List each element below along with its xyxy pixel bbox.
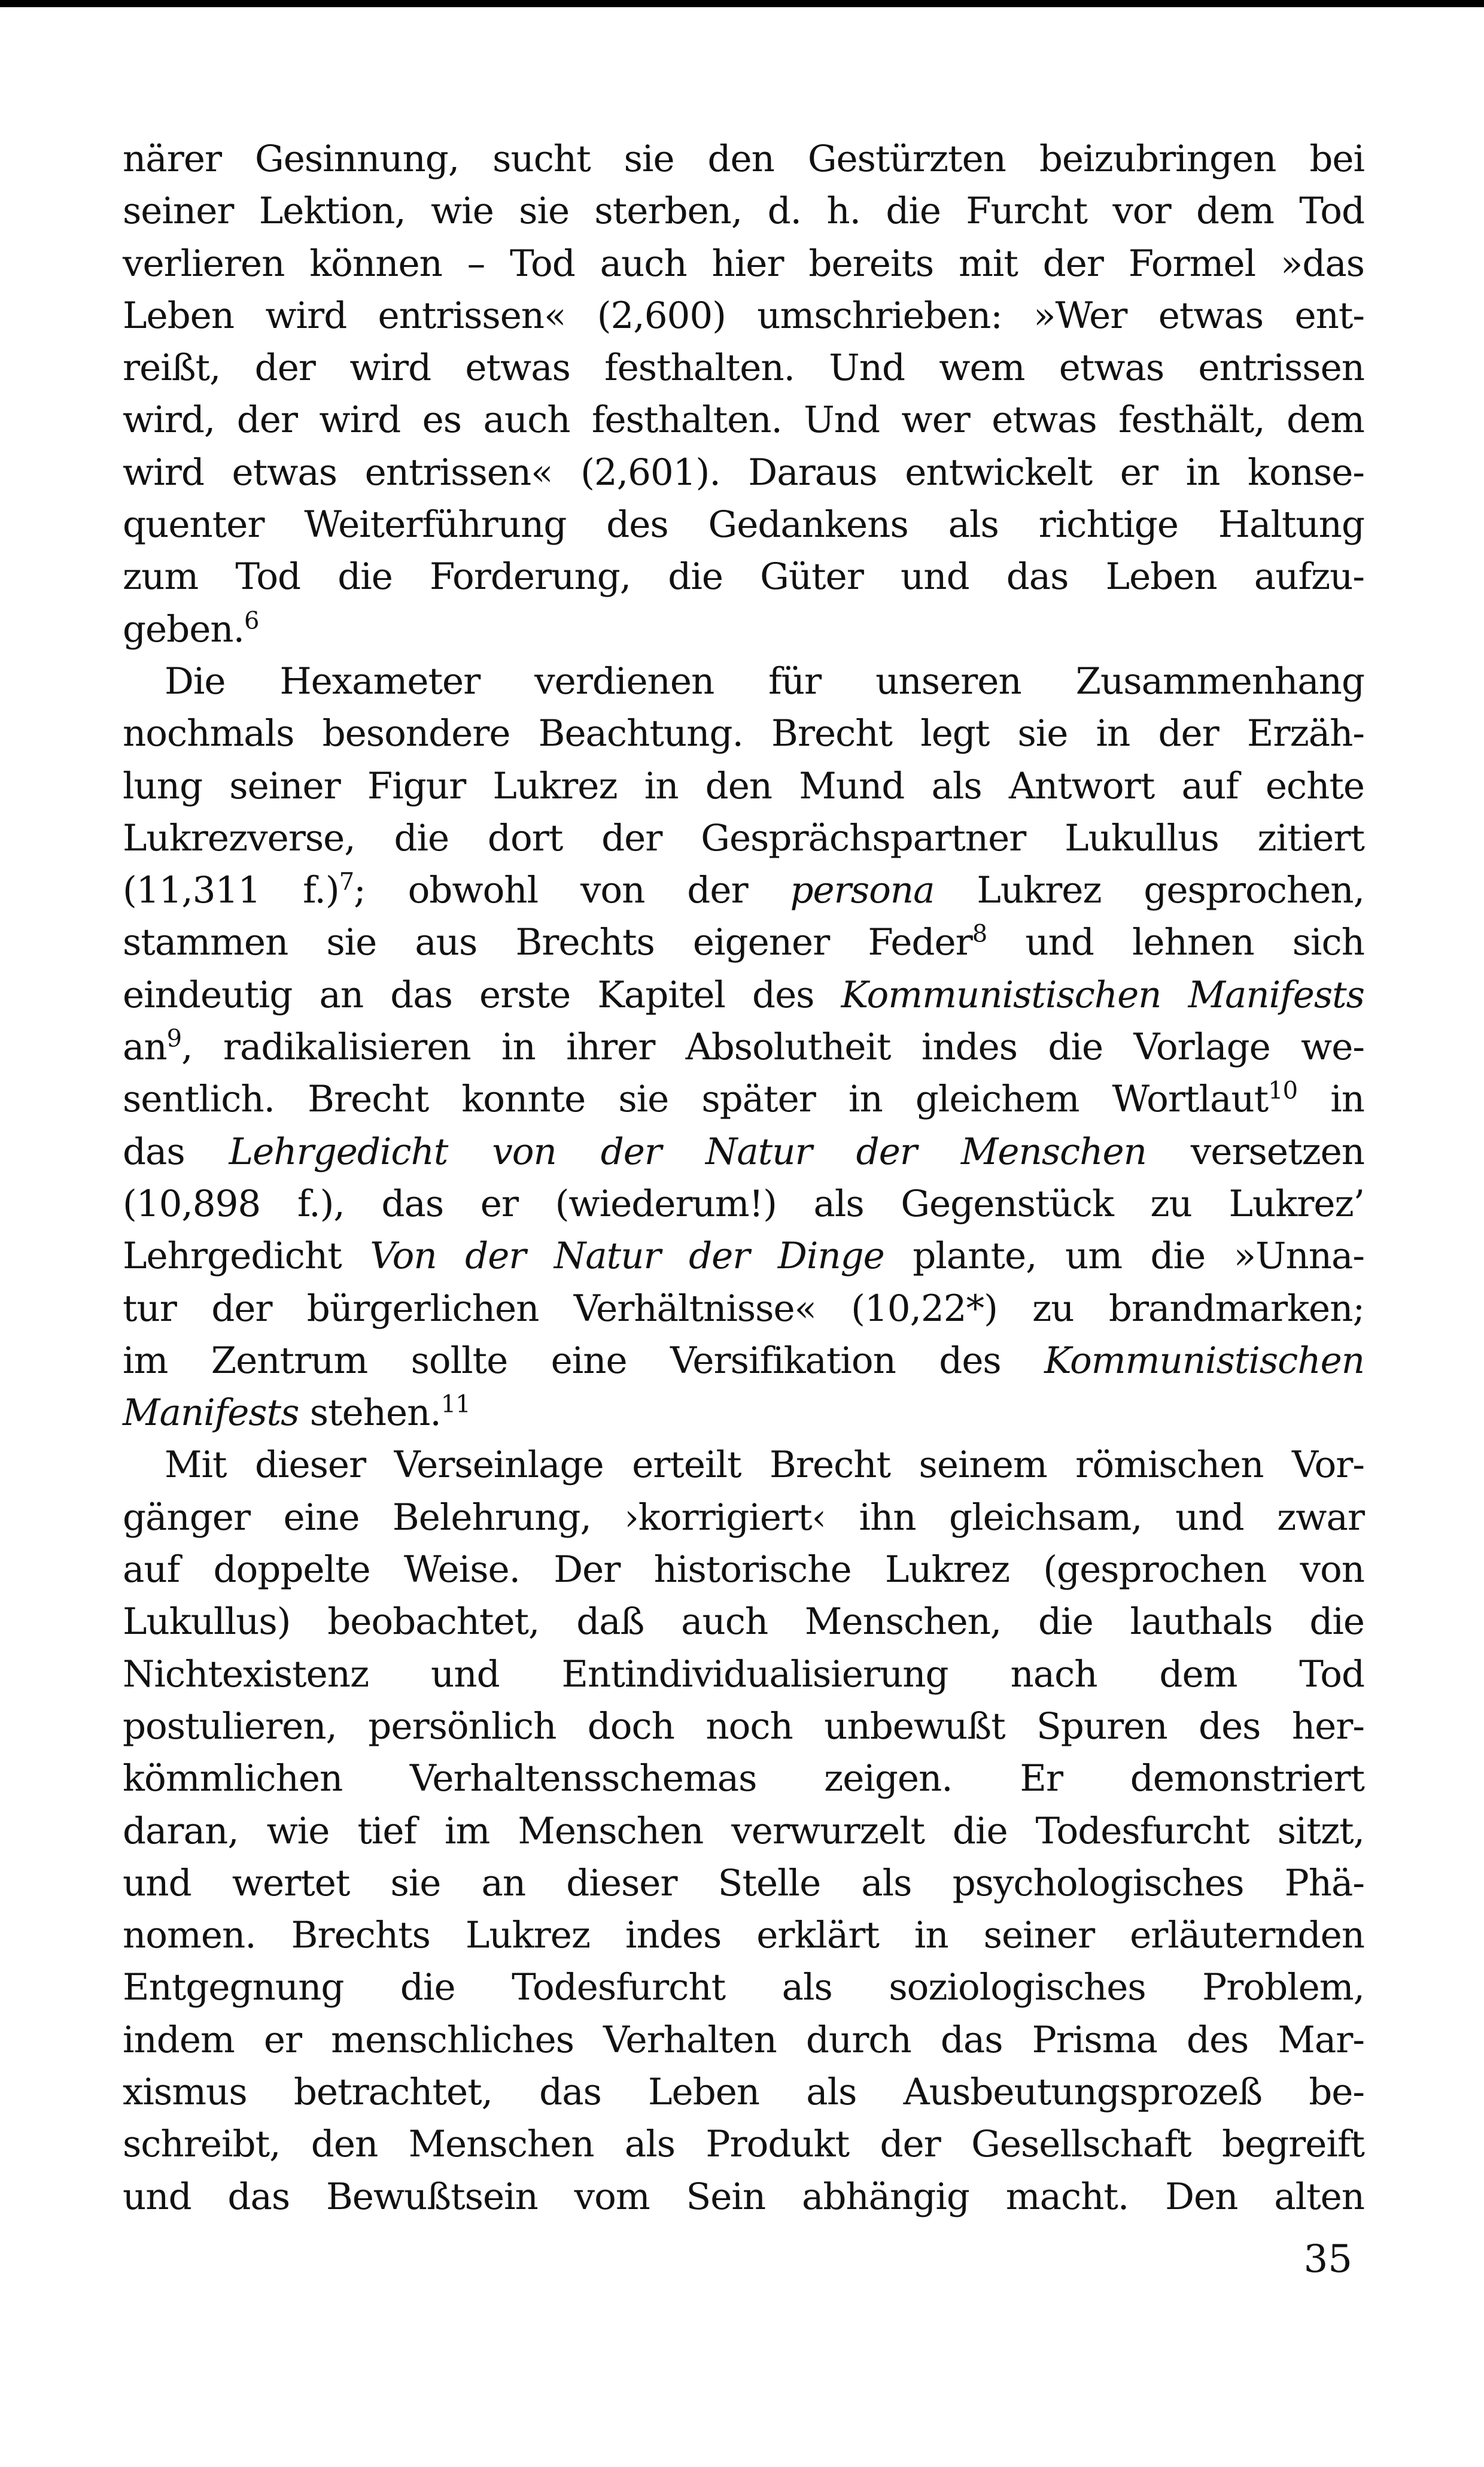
text-line: und das Bewußtsein vom Sein abhängig macht. Den alten xyxy=(123,2175,1364,2218)
text-fragment: im Zentrum sollte eine Versifikation des xyxy=(123,1339,1045,1382)
text-fragment: geben. xyxy=(123,607,244,651)
text-line: Lukrezverse, die dort der Gesprächspartner Lukullus zitiert xyxy=(123,816,1364,859)
italic-title-manifest: Kommunistischen Manifests xyxy=(841,973,1364,1016)
text-fragment: an xyxy=(123,1026,167,1069)
text-line: Entgegnung die Todesfurcht als soziologisches Problem, xyxy=(123,1966,1364,2009)
text-line: kömmlichen Verhaltensschemas zeigen. Er demonstriert xyxy=(123,1757,1364,1800)
footnote-ref-9: 9 xyxy=(166,1025,182,1053)
text-fragment: stammen sie aus Brechts eigener Feder xyxy=(123,921,972,964)
page-number: 35 xyxy=(1303,2237,1352,2281)
text-fragment: das xyxy=(123,1130,229,1173)
text-line xyxy=(123,1230,1364,1282)
text-line: indem er menschliches Verhalten durch das Prisma des Mar- xyxy=(123,2018,1364,2061)
text-line: wird, der wird es auch festhalten. Und wer etwas festhält, dem xyxy=(123,399,1364,442)
text-fragment: in xyxy=(1297,1078,1364,1121)
text-line: Nichtexistenz und Entindividualisierung nach dem Tod xyxy=(123,1652,1364,1696)
text-line: auf doppelte Weise. Der historische Lukrez (gesprochen von xyxy=(123,1548,1364,1591)
text-fragment: Lukrez gesprochen, xyxy=(934,869,1364,912)
text-line xyxy=(123,1073,1364,1125)
text-line xyxy=(123,864,1364,916)
paragraph-start-line: Mit dieser Verseinlage erteilt Brecht seinem römischen Vor- xyxy=(165,1444,1364,1487)
text-fragment: versetzen xyxy=(1146,1130,1364,1173)
text-line: seiner Lektion, wie sie sterben, d. h. die Furcht vor dem Tod xyxy=(123,190,1364,233)
text-line: zum Tod die Forderung, die Güter und das Leben aufzu- xyxy=(123,555,1364,598)
text-line: reißt, der wird etwas festhalten. Und wem etwas entrissen xyxy=(123,347,1364,390)
text-line: gänger eine Belehrung, ›korrigiert‹ ihn gleichsam, und zwar xyxy=(123,1496,1364,1539)
text-line xyxy=(123,916,1364,968)
text-line xyxy=(123,1126,1364,1178)
top-border xyxy=(0,0,1484,7)
footnote-ref-8: 8 xyxy=(972,920,987,949)
text-fragment: sentlich. Brecht konnte sie später in gleichem Wortlaut xyxy=(123,1078,1269,1121)
text-line: tur der bürgerlichen Verhältnisse« (10,22*) zu brandmarken; xyxy=(123,1287,1364,1330)
text-line: postulieren, persönlich doch noch unbewußt Spuren des her- xyxy=(123,1705,1364,1748)
text-line: quenter Weiterführung des Gedankens als richtige Haltung xyxy=(123,503,1364,546)
text-fragment: ; obwohl von der xyxy=(354,869,790,912)
footnote-ref-7: 7 xyxy=(339,868,354,896)
text-line: lung seiner Figur Lukrez in den Mund als Antwort auf echte xyxy=(123,764,1364,807)
text-line: verlieren können – Tod auch hier bereits mit der Formel »das xyxy=(123,242,1364,285)
text-fragment: plante, um die »Unna- xyxy=(884,1235,1364,1278)
italic-title-manifest: Kommunistischen xyxy=(1044,1339,1364,1382)
italic-title-manifest: Manifests xyxy=(123,1392,299,1435)
footnote-ref-10: 10 xyxy=(1268,1077,1298,1105)
body-text xyxy=(123,133,1364,2223)
text-line xyxy=(123,1335,1364,1387)
italic-term-persona: persona xyxy=(790,869,935,912)
text-line: daran, wie tief im Menschen verwurzelt die Todesfurcht sitzt, xyxy=(123,1809,1364,1852)
text-line xyxy=(123,969,1364,1021)
paragraph-start-line: Die Hexameter verdienen für unseren Zusammenhang xyxy=(165,660,1364,703)
text-line: (10,898 f.), das er (wiederum!) als Gegenstück zu Lukrez’ xyxy=(123,1182,1364,1225)
footnote-ref-6: 6 xyxy=(244,607,259,635)
text-line: närer Gesinnung, sucht sie den Gestürzten beizubringen bei xyxy=(123,138,1364,180)
text-line xyxy=(123,1387,1364,1439)
text-fragment: stehen. xyxy=(299,1392,441,1435)
text-line: xismus betrachtet, das Leben als Ausbeutungsprozeß be- xyxy=(123,2070,1364,2113)
italic-title-lehrgedicht: Lehrgedicht von der Natur der Menschen xyxy=(229,1130,1147,1173)
text-line: schreibt, den Menschen als Produkt der Gesellschaft begreift xyxy=(123,2123,1364,2166)
text-fragment: und lehnen sich xyxy=(987,921,1364,964)
text-line: nomen. Brechts Lukrez indes erklärt in seiner erläuternden xyxy=(123,1914,1364,1957)
text-fragment: eindeutig an das erste Kapitel des xyxy=(123,973,841,1016)
text-line xyxy=(123,603,1364,655)
text-line: Leben wird entrissen« (2,600) umschrieben: »Wer etwas ent- xyxy=(123,294,1364,337)
text-fragment: Lehrgedicht xyxy=(123,1235,370,1278)
italic-title-von-der-natur: Von der Natur der Dinge xyxy=(370,1235,884,1278)
text-line xyxy=(123,1021,1364,1073)
text-fragment: (11,311 f.) xyxy=(123,869,339,912)
text-line: und wertet sie an dieser Stelle als psychologisches Phä- xyxy=(123,1861,1364,1904)
text-line: Lukullus) beobachtet, daß auch Menschen, die lauthals die xyxy=(123,1600,1364,1643)
text-line: nochmals besondere Beachtung. Brecht legt sie in der Erzäh- xyxy=(123,712,1364,755)
text-line: wird etwas entrissen« (2,601). Daraus entwickelt er in konse- xyxy=(123,451,1364,494)
text-fragment: , radikalisieren in ihrer Absolutheit indes die Vorlage we- xyxy=(181,1026,1364,1069)
footnote-ref-11: 11 xyxy=(440,1390,470,1418)
